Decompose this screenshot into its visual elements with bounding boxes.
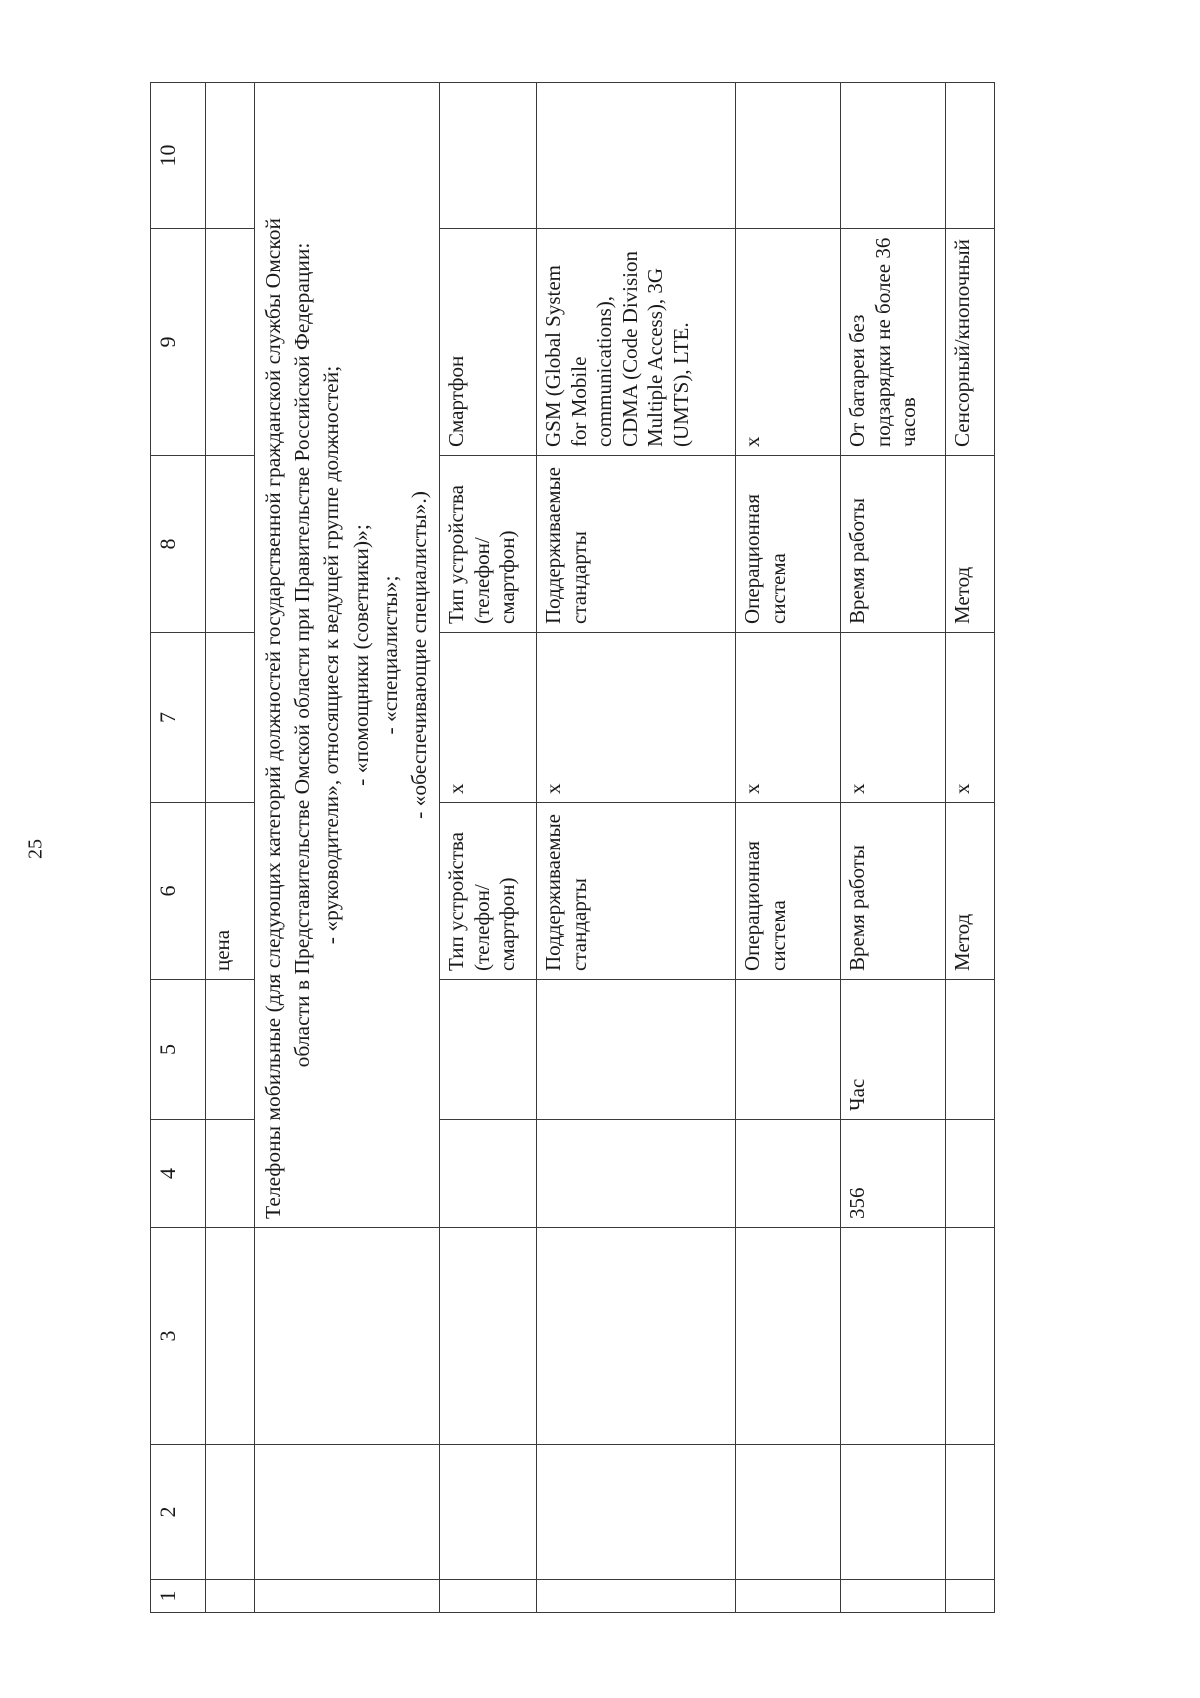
category-line: - «помощники (советники)»; bbox=[348, 524, 373, 786]
col-number-10: 10 bbox=[151, 83, 206, 229]
cell bbox=[206, 633, 255, 803]
param-name-col8: Поддерживаемые стандарты bbox=[537, 456, 736, 633]
col-number-2: 2 bbox=[151, 1445, 206, 1580]
category-row bbox=[255, 83, 440, 1613]
cell bbox=[206, 980, 255, 1120]
cell bbox=[537, 1445, 736, 1580]
category-line: - «руководители», относящиеся к ведущей группе должностей; bbox=[319, 365, 344, 945]
param-value-col9: От батареи без подзарядки не более 36 часов bbox=[841, 229, 946, 456]
cell bbox=[841, 1580, 946, 1613]
param-name-col6: Тип устройства (телефон/смартфон) bbox=[440, 803, 537, 980]
param-code bbox=[946, 1120, 995, 1228]
cell bbox=[255, 1580, 440, 1613]
cell bbox=[206, 229, 255, 456]
param-row-standards bbox=[537, 83, 736, 1613]
param-code bbox=[736, 1120, 841, 1228]
param-value-col9: х bbox=[736, 229, 841, 456]
col-number-3: 3 bbox=[151, 1228, 206, 1445]
param-unit bbox=[537, 980, 736, 1120]
param-code bbox=[537, 1120, 736, 1228]
param-value-col7: х bbox=[841, 633, 946, 803]
param-value-col10 bbox=[841, 83, 946, 229]
category-title: Телефоны мобильные (для следующих категорий должностей государственной гражданской службы Омской bbox=[261, 218, 285, 1219]
param-code bbox=[440, 1120, 537, 1228]
param-row-work-time bbox=[841, 83, 946, 1613]
price-label: цена bbox=[206, 803, 255, 980]
param-value-col7: х bbox=[537, 633, 736, 803]
param-name-col8: Метод bbox=[946, 456, 995, 633]
param-value-col9: GSM (Global System for Mobile communications), CDMA (Code Division Multiple Access), 3G (UMTS), LTE. bbox=[537, 229, 736, 456]
cell bbox=[736, 1580, 841, 1613]
param-value-col10 bbox=[537, 83, 736, 229]
param-name-col6: Поддерживаемые стандарты bbox=[537, 803, 736, 980]
param-value-col9: Сенсорный/кнопочный bbox=[946, 229, 995, 456]
param-name-col6: Время работы bbox=[841, 803, 946, 980]
category-line: области в Представительстве Омской области при Правительстве Российской Федерации: bbox=[290, 242, 315, 1068]
col-number-1: 1 bbox=[151, 1580, 206, 1613]
cell bbox=[440, 1228, 537, 1445]
param-unit bbox=[736, 980, 841, 1120]
cell bbox=[440, 1580, 537, 1613]
cell bbox=[841, 1228, 946, 1445]
cell bbox=[206, 456, 255, 633]
cell bbox=[255, 1228, 440, 1445]
param-name-col8: Тип устройства (телефон/смартфон) bbox=[440, 456, 537, 633]
cell bbox=[946, 1445, 995, 1580]
col-number-8: 8 bbox=[151, 456, 206, 633]
cell bbox=[841, 1445, 946, 1580]
param-unit bbox=[440, 980, 537, 1120]
param-name-col8: Время работы bbox=[841, 456, 946, 633]
param-name-col6: Метод bbox=[946, 803, 995, 980]
param-value-col7: х bbox=[440, 633, 537, 803]
price-continuation-row bbox=[206, 83, 255, 1613]
cell bbox=[537, 1580, 736, 1613]
param-value-col10 bbox=[440, 83, 537, 229]
param-row-os bbox=[736, 83, 841, 1613]
cell bbox=[946, 1228, 995, 1445]
col-number-4: 4 bbox=[151, 1120, 206, 1228]
category-line: - «специалисты»; bbox=[377, 575, 402, 735]
column-number-row bbox=[151, 83, 206, 1613]
param-name-col6: Операционная система bbox=[736, 803, 841, 980]
cell bbox=[537, 1228, 736, 1445]
cell bbox=[206, 1445, 255, 1580]
cell bbox=[206, 1580, 255, 1613]
param-row-method bbox=[946, 83, 995, 1613]
param-value-col10 bbox=[736, 83, 841, 229]
col-number-9: 9 bbox=[151, 229, 206, 456]
param-value-col7: х bbox=[946, 633, 995, 803]
cell bbox=[946, 1580, 995, 1613]
cell bbox=[736, 1445, 841, 1580]
col-number-6: 6 bbox=[151, 803, 206, 980]
page-number: 25 bbox=[24, 839, 47, 859]
param-value-col7: х bbox=[736, 633, 841, 803]
cell bbox=[206, 83, 255, 229]
param-unit: Час bbox=[841, 980, 946, 1120]
param-value-col10 bbox=[946, 83, 995, 229]
param-row-device-type bbox=[440, 83, 537, 1613]
cell bbox=[736, 1228, 841, 1445]
rotated-page-content bbox=[150, 83, 992, 1613]
col-number-7: 7 bbox=[151, 633, 206, 803]
requirements-table bbox=[150, 82, 995, 1613]
category-line: - «обеспечивающие специалисты».) bbox=[407, 491, 432, 819]
cell bbox=[440, 1445, 537, 1580]
param-unit bbox=[946, 980, 995, 1120]
param-name-col8: Операционная система bbox=[736, 456, 841, 633]
param-value-col9: Смартфон bbox=[440, 229, 537, 456]
col-number-5: 5 bbox=[151, 980, 206, 1120]
cell bbox=[206, 1228, 255, 1445]
cell bbox=[206, 1120, 255, 1228]
param-code: 356 bbox=[841, 1120, 946, 1228]
category-description bbox=[255, 83, 440, 1228]
cell bbox=[255, 1445, 440, 1580]
